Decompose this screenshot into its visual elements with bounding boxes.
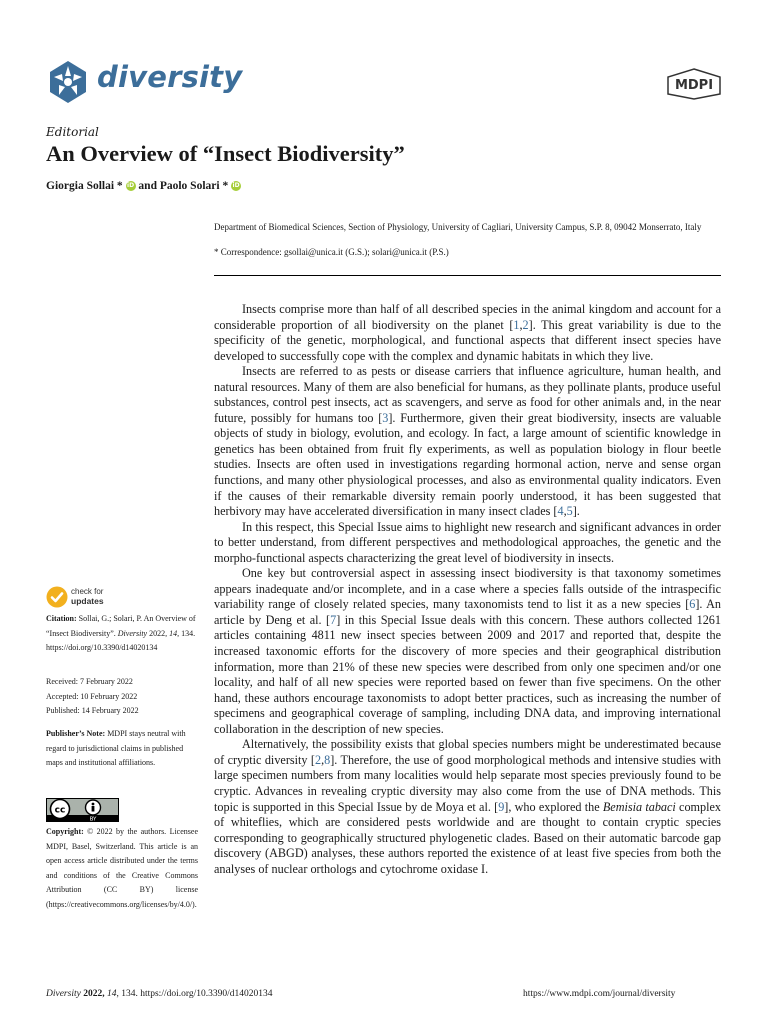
citation-link[interactable]: 1	[513, 317, 520, 332]
citation-link[interactable]: 6	[689, 597, 696, 612]
mdpi-logo-icon	[666, 68, 722, 100]
orcid-icon[interactable]: iD	[232, 182, 240, 190]
footer-citation: Diversity 2022, 14, 134. https://doi.org/10.3390/d14020134	[46, 989, 273, 999]
orcid-icon[interactable]: iD	[127, 182, 135, 190]
divider	[214, 275, 721, 276]
citation-link[interactable]: 8	[324, 752, 331, 767]
paragraph: Insects comprise more than half of all described species in the animal kingdom and account for a considerable proportion of all biodiversity on the planet [1,2]. This great variability is due to the specificity of the genetic, morphological, and functional aspects that different insect species have developed to successfully cope with the complex and dynamic habitats in which they live.	[214, 302, 722, 363]
citation-link[interactable]: 7	[330, 612, 337, 627]
published-date: Published: 14 February 2022	[46, 706, 139, 715]
dates-block	[46, 675, 198, 719]
article-body	[214, 302, 721, 877]
affiliation: Department of Biomedical Sciences, Section of Physiology, University of Cagliari, University Campus, S.P. 8, 09042 Monserrato, Italy	[214, 222, 702, 232]
citation-link[interactable]: 2	[522, 317, 529, 332]
citation-block: Citation: Sollai, G.; Solari, P. An Overview of “Insect Biodiversity”. Diversity 2022, 14, 134. https://doi.org/10.3390/d14020134	[46, 614, 196, 652]
paragraph: In this respect, this Special Issue aims to highlight new research and significant advances in order to better understand, from different perspectives and methodological approaches, the genetic and the morpho-functional aspects characterizing the great level of biodiversity in insects.	[214, 519, 721, 565]
mdpi-logo-text: MDPI	[674, 78, 714, 93]
article-title: An Overview of “Insect Biodiversity”	[46, 141, 405, 166]
accepted-date: Accepted: 10 February 2022	[46, 691, 138, 701]
check-for-updates-button[interactable]	[46, 586, 126, 610]
check-updates-icon	[46, 586, 68, 608]
author-1[interactable]: Giorgia Sollai *	[46, 180, 123, 192]
check-updates-label: check for	[71, 587, 104, 596]
cc-by-license-icon[interactable]	[46, 798, 119, 822]
copyright-block: Copyright: © 2022 by the authors. Licensee MDPI, Basel, Switzerland. This article is an open access article distributed under the terms and conditions of the Creative Commons Attribution (CC BY) license (https://creativecommons.org/licenses/by/4.0/).	[46, 827, 198, 909]
citation-link[interactable]: 2	[314, 752, 322, 767]
footer-journal-url[interactable]: https://www.mdpi.com/journal/diversity	[523, 989, 676, 999]
authors	[46, 180, 241, 192]
paragraph: One key but controversial aspect in assessing insect biodiversity is that taxonomy sometimes appears inadequate and/or incomplete, and in a case where a species falls outside of the intraspecific variability range of closely related species, many taxonomists tend to list it as a new species [6]. An article by Deng et al. [7] in this Special Issue deals with this concern. These authors collected 1261 articles containing 4811 new insect species between 2009 and 2017 and reported that, despite the increased taxonomic efforts for the discovery of more species and their geographical distribution information, more than 21% of these new species were described from only one specimen and/or one locality, and half of all new species were reported based on fewer than five specimens. On the other hand, these authors encourage taxonomists to adopt better practices, such as increasing the number of specimens and geographical coverage of sampling, including DNA data, and improving international collaboration in the description of new species.	[214, 566, 722, 736]
author-2[interactable]: and Paolo Solari *	[138, 180, 229, 192]
citation-link[interactable]: 3	[382, 410, 389, 425]
journal-logo-icon	[46, 60, 90, 104]
citation-link[interactable]: 4	[557, 504, 564, 519]
svg-text:cc: cc	[54, 805, 66, 816]
citation-link[interactable]: 5	[566, 504, 573, 519]
citation-link[interactable]: 9	[498, 799, 505, 814]
publisher-note: Publisher’s Note: MDPI stays neutral with regard to jurisdictional claims in published maps and institutional affiliations.	[46, 729, 186, 767]
correspondence: * Correspondence: gsollai@unica.it (G.S.); solari@unica.it (P.S.)	[214, 247, 449, 257]
species-name: Bemisia tabaci	[602, 799, 676, 814]
article-type: Editorial	[46, 125, 99, 139]
cc-by-label: BY	[89, 816, 97, 822]
received-date: Received: 7 February 2022	[46, 677, 133, 686]
check-updates-label-bold: updates	[71, 596, 104, 606]
paragraph: Insects are referred to as pests or disease carriers that influence agriculture, human health, and natural resources. Many of them are also beneficial for humans, as they pollinate plants, produce useful substances, control pest insects, act as scavengers, and serve as food for other animals and, in the near future, possibly for humans too [3]. Furthermore, given their great biodiversity, insects are valuable objects of study in biology, evolution, and ecology. In fact, a large amount of scientific knowledge in genetics has been obtained from fruit fly experiments, as well as population biology in flour beetle studies. Insects are often used in investigations regarding hormonal action, nerve and sense organ functions, and many other physiological processes, and also as environmental quality indicators. Even if the causes of their remarkable diversity remain poorly understood, it has been suggested that herbivory may have accelerated diversification in many insect clades [4,5].	[214, 364, 721, 519]
journal-name: diversity	[97, 60, 243, 94]
paragraph: Alternatively, the possibility exists that global species numbers might be underestimated because of cryptic diversity [2,8]. Therefore, the use of good morphological methods and intensive studies with large specimen numbers from many localities would help separate most species previously found to be cryptic. Advances in revealing cryptic diversity may also come from the use of DNA methods. This topic is supported in this Special Issue by de Moya et al. [9], who explored the Bemisia tabaci complex of whiteflies, which are considered pests worldwide and are thought to contain cryptic species corresponding to geographically structured phylogenetic clades. Based on their automatic barcode gap discovery (ABGD) analyses, these authors reported the existence of at least five species from both the analyses of nuclear orthologs and cytochrome oxidase I.	[214, 737, 722, 876]
